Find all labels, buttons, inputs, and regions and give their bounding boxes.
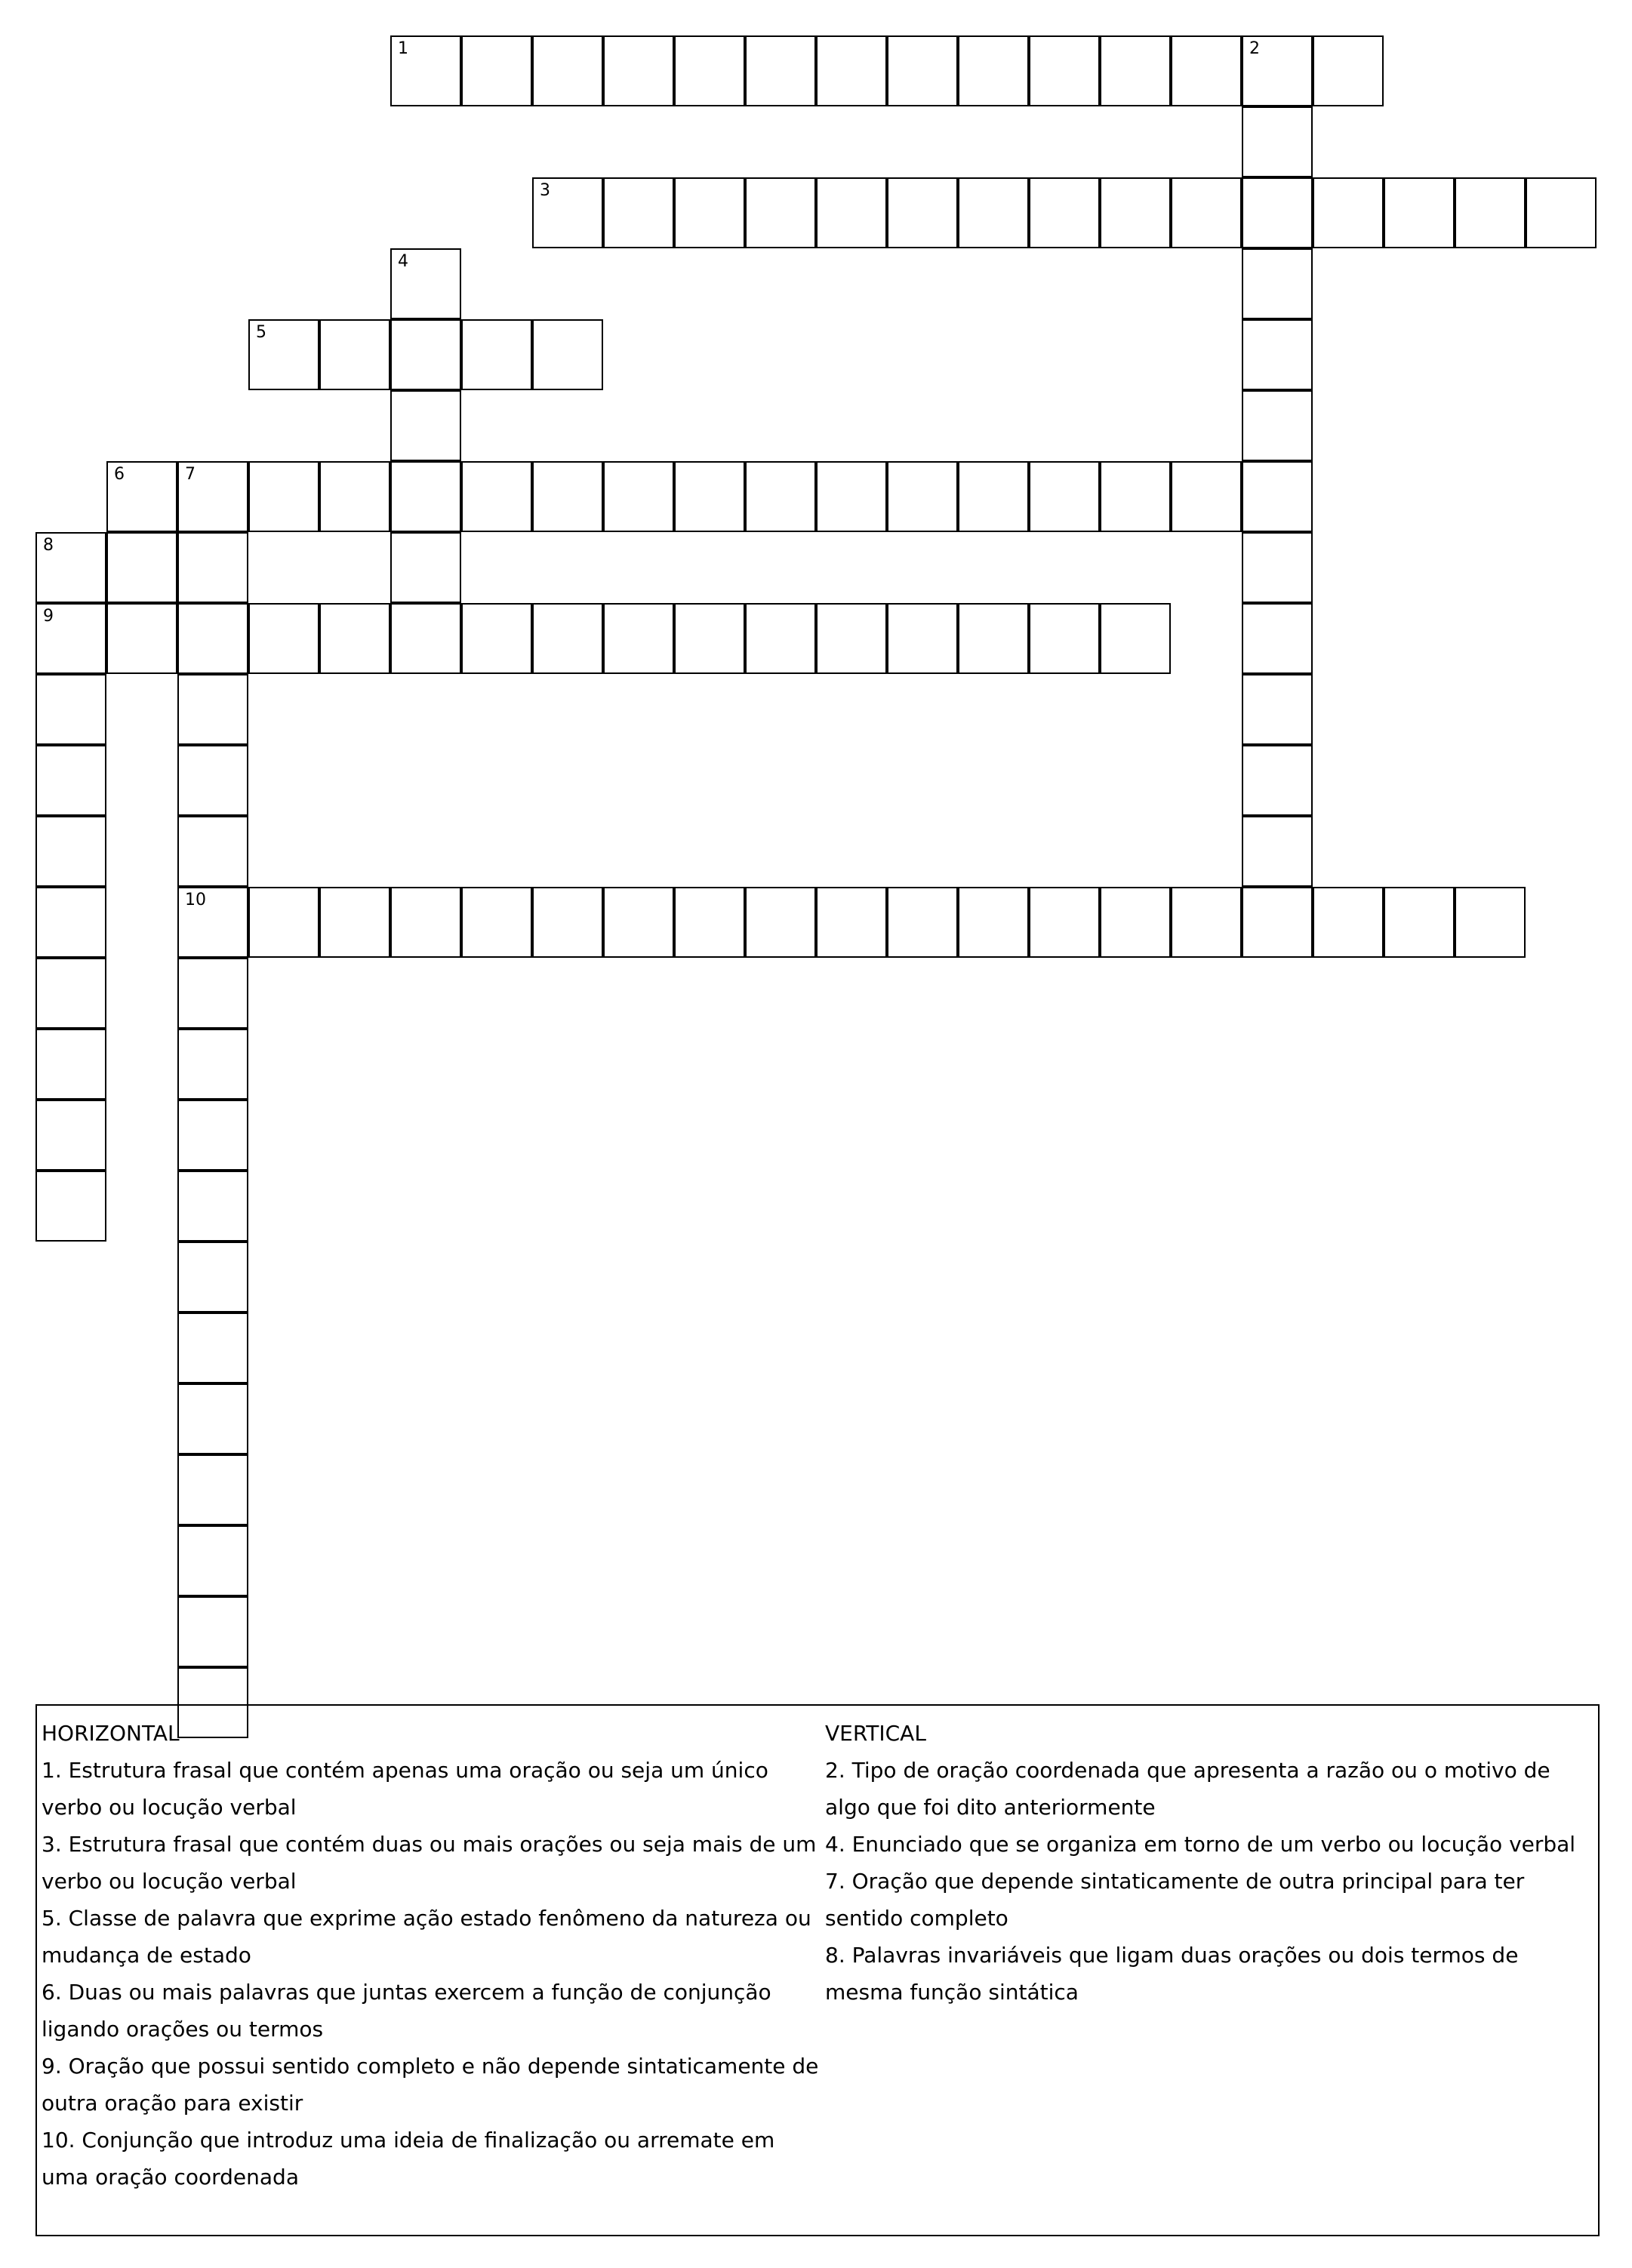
grid-cell[interactable]	[1242, 816, 1313, 887]
grid-cell[interactable]	[532, 461, 603, 532]
grid-cell[interactable]	[1029, 35, 1100, 106]
grid-cell[interactable]	[35, 745, 106, 816]
horizontal-clues	[42, 1715, 827, 2196]
grid-cell[interactable]	[390, 461, 461, 532]
grid-cell[interactable]	[319, 603, 390, 674]
grid-cell[interactable]	[461, 35, 532, 106]
grid-cell[interactable]	[177, 816, 248, 887]
grid-cell[interactable]	[177, 674, 248, 745]
clue-number: 9	[43, 607, 54, 626]
grid-cell[interactable]	[532, 603, 603, 674]
grid-cell[interactable]	[674, 603, 745, 674]
grid-cell[interactable]	[816, 603, 887, 674]
grid-cell[interactable]	[745, 177, 816, 248]
grid-cell[interactable]	[248, 461, 319, 532]
grid-cell[interactable]	[35, 887, 106, 958]
grid-cell[interactable]	[1171, 35, 1242, 106]
grid-cell[interactable]	[1526, 177, 1597, 248]
grid-cell[interactable]	[1242, 674, 1313, 745]
grid-cell[interactable]	[958, 35, 1029, 106]
grid-cell[interactable]	[177, 1383, 248, 1454]
grid-cell[interactable]	[603, 887, 674, 958]
grid-cell[interactable]	[674, 887, 745, 958]
clue-h9: 9. Oração que possui sentido completo e não depende sintaticamente de outra oração para existir	[42, 2054, 819, 2116]
grid-cell[interactable]	[958, 177, 1029, 248]
clue-h3: 3. Estrutura frasal que contém duas ou mais orações ou seja mais de um verbo ou locução verbal	[42, 1832, 817, 1894]
clue-number: 4	[398, 252, 408, 271]
grid-cell[interactable]	[390, 248, 461, 319]
grid-cell[interactable]	[390, 887, 461, 958]
clues-box	[35, 1704, 1600, 2236]
clue-number: 6	[114, 465, 125, 484]
grid-cell[interactable]	[958, 603, 1029, 674]
clue-v8: 8. Palavras invariáveis que ligam duas orações ou dois termos de mesma função sintática	[825, 1943, 1519, 2005]
clue-number: 3	[540, 181, 550, 200]
vertical-clues	[825, 1715, 1595, 2011]
grid-cell[interactable]	[1242, 390, 1313, 461]
grid-cell[interactable]	[1029, 461, 1100, 532]
grid-cell[interactable]	[1313, 177, 1384, 248]
grid-cell[interactable]	[887, 177, 958, 248]
grid-cell[interactable]	[1242, 248, 1313, 319]
grid-cell[interactable]	[532, 319, 603, 390]
grid-cell[interactable]	[177, 958, 248, 1029]
grid-cell[interactable]	[1242, 603, 1313, 674]
grid-cell[interactable]	[106, 603, 177, 674]
clue-number: 7	[185, 465, 196, 484]
grid-cell[interactable]	[1242, 319, 1313, 390]
grid-cell[interactable]	[177, 1596, 248, 1667]
grid-cell[interactable]	[1029, 887, 1100, 958]
grid-cell[interactable]	[816, 887, 887, 958]
grid-cell[interactable]	[603, 461, 674, 532]
grid-cell[interactable]	[35, 1029, 106, 1100]
grid-cell[interactable]	[177, 532, 248, 603]
grid-cell[interactable]	[1384, 887, 1455, 958]
grid-cell[interactable]	[1242, 745, 1313, 816]
clue-h5: 5. Classe de palavra que exprime ação estado fenômeno da natureza ou mudança de estado	[42, 1906, 811, 1968]
grid-cell[interactable]	[1455, 887, 1526, 958]
clue-v2: 2. Tipo de oração coordenada que apresenta a razão ou o motivo de algo que foi dito anteriormente	[825, 1758, 1550, 1820]
grid-cell[interactable]	[1100, 887, 1171, 958]
grid-cell[interactable]	[816, 461, 887, 532]
grid-cell[interactable]	[745, 887, 816, 958]
grid-cell[interactable]	[1384, 177, 1455, 248]
grid-cell[interactable]	[106, 532, 177, 603]
grid-cell[interactable]	[35, 1100, 106, 1171]
grid-cell[interactable]	[1100, 177, 1171, 248]
grid-cell[interactable]	[958, 887, 1029, 958]
grid-cell[interactable]	[745, 461, 816, 532]
grid-cell[interactable]	[461, 319, 532, 390]
grid-cell[interactable]	[532, 177, 603, 248]
grid-cell[interactable]	[177, 1312, 248, 1383]
grid-cell[interactable]	[1171, 461, 1242, 532]
grid-cell[interactable]	[674, 461, 745, 532]
grid-cell[interactable]	[390, 319, 461, 390]
grid-cell[interactable]	[177, 745, 248, 816]
clue-h10: 10. Conjunção que introduz uma ideia de finalização ou arremate em uma oração coordenada	[42, 2128, 775, 2190]
grid-cell[interactable]	[1100, 35, 1171, 106]
grid-cell[interactable]	[1242, 35, 1313, 106]
clue-number: 2	[1249, 39, 1260, 58]
clue-h6: 6. Duas ou mais palavras que juntas exercem a função de conjunção ligando orações ou termos	[42, 1980, 771, 2042]
grid-cell[interactable]	[319, 887, 390, 958]
grid-cell[interactable]	[177, 1242, 248, 1312]
grid-cell[interactable]	[1242, 106, 1313, 177]
clue-number: 10	[185, 891, 206, 909]
grid-cell[interactable]	[35, 816, 106, 887]
clue-number: 1	[398, 39, 408, 58]
grid-cell[interactable]	[958, 461, 1029, 532]
grid-cell[interactable]	[1171, 177, 1242, 248]
grid-cell[interactable]	[177, 1029, 248, 1100]
grid-cell[interactable]	[461, 603, 532, 674]
vertical-heading: VERTICAL	[825, 1721, 926, 1746]
grid-cell[interactable]	[35, 674, 106, 745]
horizontal-heading: HORIZONTAL	[42, 1721, 180, 1746]
grid-cell[interactable]	[887, 887, 958, 958]
grid-cell[interactable]	[1242, 532, 1313, 603]
grid-cell[interactable]	[1029, 177, 1100, 248]
clue-h1: 1. Estrutura frasal que contém apenas uma oração ou seja um único verbo ou locução verbal	[42, 1758, 768, 1820]
grid-cell[interactable]	[390, 532, 461, 603]
grid-cell[interactable]	[35, 958, 106, 1029]
grid-cell[interactable]	[1029, 603, 1100, 674]
grid-cell[interactable]	[603, 603, 674, 674]
grid-cell[interactable]	[177, 603, 248, 674]
grid-cell[interactable]	[1455, 177, 1526, 248]
clue-v4: 4. Enunciado que se organiza em torno de um verbo ou locução verbal	[825, 1832, 1576, 1857]
grid-cell[interactable]	[745, 603, 816, 674]
grid-cell[interactable]	[603, 177, 674, 248]
grid-cell[interactable]	[35, 532, 106, 603]
grid-cell[interactable]	[532, 35, 603, 106]
grid-cell[interactable]	[816, 35, 887, 106]
grid-cell[interactable]	[390, 603, 461, 674]
grid-cell[interactable]	[1242, 887, 1313, 958]
grid-cell[interactable]	[816, 177, 887, 248]
grid-cell[interactable]	[248, 319, 319, 390]
grid-cell[interactable]	[1313, 35, 1384, 106]
grid-cell[interactable]	[1242, 461, 1313, 532]
grid-cell[interactable]	[887, 603, 958, 674]
grid-cell[interactable]	[1313, 887, 1384, 958]
grid-cell[interactable]	[177, 1525, 248, 1596]
grid-cell[interactable]	[106, 461, 177, 532]
grid-cell[interactable]	[461, 887, 532, 958]
grid-cell[interactable]	[461, 461, 532, 532]
grid-cell[interactable]	[319, 319, 390, 390]
grid-cell[interactable]	[177, 887, 248, 958]
grid-cell[interactable]	[319, 461, 390, 532]
grid-cell[interactable]	[248, 603, 319, 674]
grid-cell[interactable]	[1171, 887, 1242, 958]
grid-cell[interactable]	[674, 35, 745, 106]
grid-cell[interactable]	[887, 461, 958, 532]
clue-number: 8	[43, 536, 54, 555]
grid-cell[interactable]	[532, 887, 603, 958]
grid-cell[interactable]	[390, 35, 461, 106]
grid-cell[interactable]	[177, 1454, 248, 1525]
grid-cell[interactable]	[674, 177, 745, 248]
grid-cell[interactable]	[248, 887, 319, 958]
grid-cell[interactable]	[177, 1100, 248, 1171]
grid-cell[interactable]	[603, 35, 674, 106]
grid-cell[interactable]	[1100, 461, 1171, 532]
grid-cell[interactable]	[887, 35, 958, 106]
grid-cell[interactable]	[745, 35, 816, 106]
grid-cell[interactable]	[1242, 177, 1313, 248]
grid-cell[interactable]	[35, 603, 106, 674]
grid-cell[interactable]	[177, 1171, 248, 1242]
grid-cell[interactable]	[1100, 603, 1171, 674]
grid-cell[interactable]	[177, 461, 248, 532]
grid-cell[interactable]	[390, 390, 461, 461]
clue-v7: 7. Oração que depende sintaticamente de outra principal para ter sentido completo	[825, 1869, 1525, 1931]
grid-cell[interactable]	[35, 1171, 106, 1242]
clue-number: 5	[256, 323, 266, 342]
